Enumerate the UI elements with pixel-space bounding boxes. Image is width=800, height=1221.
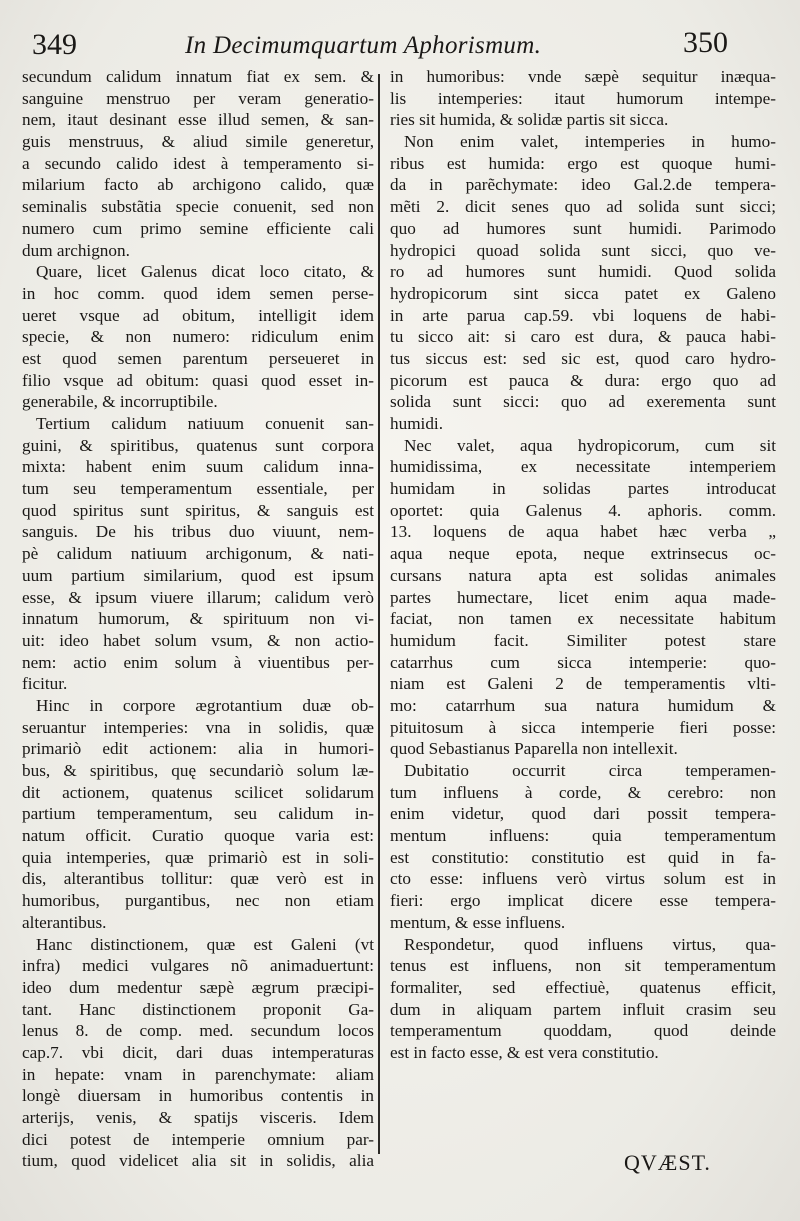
text-line: Dubitatio occurrit circa temperamen- [404,761,776,780]
text-line: dit actionem, quatenus scilicet solidarum [22,782,374,802]
text-line: lis intemperies: itaut humorum intempe- [390,88,776,108]
text-line: guini, & spiritibus, quatenus sunt corpora [22,435,374,455]
text-line: hydropicorum sint sicca patet ex Galeno [390,283,776,303]
text-line: a secundo calido idest à temperamento si- [22,153,374,173]
text-line: est in facto esse, & est vera constitutio. [390,1042,659,1062]
text-line: ueret vsque ad obitum, intelligit idem [22,305,374,325]
text-line: faciat, non tamen ex necessitate habitum [390,609,776,629]
text-line: nem, itaut desinant esse illud semen, & san- [22,110,374,130]
text-line: guis menstruus, & aliud simile generetur, [22,132,374,152]
text-line: innatum humorum, & spirituum non vi- [22,609,374,629]
text-line: generabile, & incorruptibile. [22,392,218,412]
text-line: est quod semen parentum perseueret in [22,348,374,368]
text-line: primariò edit actionem: alia in humori- [22,739,374,759]
text-line: quo ad humores sunt humidi. Parimodo [390,218,776,238]
text-line: tant. Hanc distinctionem proponit Ga- [22,999,374,1019]
text-line: temperamentum quoddam, quod deinde [390,1021,776,1041]
text-line: tenus est influens, non sit temperamentum [390,956,776,976]
text-line: fieri: ergo implicat dicere esse tempera- [390,891,776,911]
text-line: mixta: habent enim suum calidum inna- [22,457,374,477]
text-line: bus, & spiritibus, quę secundariò solum læ- [22,761,374,780]
text-line: tus siccus est: sed sic est, quod caro hydro- [390,348,776,368]
text-line: humidi. [390,414,443,433]
text-line: partes humectare, licet enim aqua made- [390,587,776,607]
text-line: ribus est humida: ergo est quoque humi- [390,153,776,173]
text-line: ficitur. [22,674,68,694]
text-line: longè diuersam in humoribus contentis in [22,1086,374,1106]
text-line: dum archignon. [22,240,130,260]
text-line: cto esse: influens verò virtus solum est in [390,869,776,889]
text-line: aqua neque epota, neque extrinsecus oc- [390,544,776,564]
text-line: humoribus, purgantibus, nec non etiam [22,891,374,911]
text-line: infra) medici vulgares nõ animaduertunt: [22,956,374,976]
text-line: ries sit humida, & solidæ partis sit sicca. [390,110,669,130]
text-line: cursans natura apta est solidas animales [390,565,776,585]
text-line: natum officit. Curatio quoque varia est: [22,826,374,846]
text-line: pituitosum à sicca intemperie fieri posse: [390,717,776,737]
text-line: ro ad humores sunt humidi. Quod solida [390,262,776,282]
text-line: tum influens à corde, & cerebro: non [390,782,776,802]
text-line: quod Sebastianus Paparella non intellexit. [390,739,678,759]
text-line: humidissima, ex necessitate intemperiem [390,457,776,477]
text-line: oportet: quia Galenus 4. aphoris. comm. [390,500,776,520]
text-line: quod spiritus sunt spiritus, & sanguis est [22,500,374,520]
text-line: milarium facto ab archigono calido, quæ [22,175,374,195]
text-line: arterijs, venis, & spatijs visceris. Idem [22,1108,374,1127]
text-line: Hinc in corpore ægrotantium duæ ob- [36,695,374,715]
text-line: tum seu temperamentum essentiale, per [22,479,374,499]
text-line: dis, alterantibus tollitur: quæ verò est in [22,869,374,889]
text-line: catarrhus cum sicca intemperie: quo- [390,652,776,672]
text-line: lenus 8. de comp. med. secundum locos [22,1021,374,1041]
page-number-left: 349 [32,28,77,61]
text-line: 13. loquens de aqua habet hæc verba „ [390,522,776,542]
text-line: specie, & non numero: ridiculum enim [22,327,374,347]
text-line: da in parẽchymate: ideo Gal.2.de tempera- [390,175,776,195]
text-line: sanguine menstruo per veram generatio- [22,88,374,108]
page-header [0,22,800,68]
text-line: hydropici quoad solida sunt sicci, quo ve- [390,240,776,260]
text-line: uum partium similarium, quod est ipsum [22,565,374,585]
text-line: cap.7. vbi dicit, dari duas intemperaturas [22,1042,374,1062]
text-line: ideo dum medentur sæpè ægrum præcipi- [22,977,374,997]
text-line: humidum facit. Similiter potest stare [390,630,776,650]
text-line: dum in aliquam partem influit crasim seu [390,999,776,1019]
text-line: enim videtur, quod dari possit tempera- [390,804,776,824]
text-line: numero cum primo semine efficiente cali [22,218,374,238]
catchword: QVÆST. [624,1150,711,1175]
column-divider-rule [378,74,380,1154]
text-line: seminalis substãtia specie conuenit, sed non [22,197,374,217]
text-line: alterantibus. [22,912,107,932]
text-line: dici potest de intemperie omnium par- [22,1129,374,1149]
left-text-column [22,66,374,1172]
text-line: picorum est pauca & dura: ergo quo ad [390,370,776,390]
text-line: mo: catarrhum sua natura humidum & [390,695,776,715]
text-line: filio vsque ad obitum: quasi quod esset in- [22,370,374,390]
text-line: partium temperamentum, seu calidum in- [22,804,374,824]
text-line: in arte parua cap.59. vbi loquens de habi- [390,305,776,325]
text-line: niam est Galeni 2 de temperamentis vlti- [390,674,776,694]
text-line: nem: actio enim solum à viuentibus per- [22,652,374,672]
text-line: est constitutio: constitutio est quid in fa- [390,847,776,867]
text-line: solida sunt sicci: quo ad exerementa sunt [390,392,776,412]
text-line: in humoribus: vnde sæpè sequitur inæqua- [390,67,776,86]
text-line: Hanc distinctionem, quæ est Galeni (vt [36,934,374,954]
text-line: Respondetur, quod influens virtus, qua- [404,934,776,954]
text-line: mentum, & esse influens. [390,912,566,932]
text-line: uit: ideo habet solum vsum, & non actio- [22,630,374,650]
text-line: tium, quod videlicet alia sit in solidis, alia [22,1151,374,1171]
running-title: In Decimumquartum Aphorismum. [185,32,542,59]
text-line: tu sicco ait: si caro est dura, & pauca habi- [390,327,776,347]
text-line: sanguis. De his tribus duo viuunt, nem- [22,522,374,542]
text-line: mentum influens: quia temperamentum [390,826,776,846]
text-line: Quare, licet Galenus dicat loco citato, & [36,262,374,282]
text-line: in hepate: vnam in parenchymate: aliam [22,1064,374,1084]
text-line: secundum calidum innatum fiat ex sem. & [22,67,374,86]
right-text-column [390,66,776,1064]
text-line: mẽti 2. dicit senes quo ad solida sunt sicci; [390,197,776,217]
text-line: esse, & ipsum viuere illarum; calidum verò [22,587,374,607]
text-line: Nec valet, aqua hydropicorum, cum sit [404,435,776,455]
text-line: humidam in solidas partes introducat [390,479,776,499]
text-line: seruantur intemperies: vna in solidis, quæ [22,717,374,737]
text-line: in hoc comm. quod idem semen perse- [22,283,374,303]
text-line: Tertium calidum natiuum conuenit san- [36,414,374,433]
text-line: formaliter, sed effectiuè, quatenus efficit, [390,977,776,997]
text-line: pè calidum natiuum archigonum, & nati- [22,544,374,564]
text-line: quia intemperies, quæ primariò est in soli- [22,847,374,867]
page-number-right: 350 [683,26,728,59]
text-line: Non enim valet, intemperies in humo- [404,132,776,152]
